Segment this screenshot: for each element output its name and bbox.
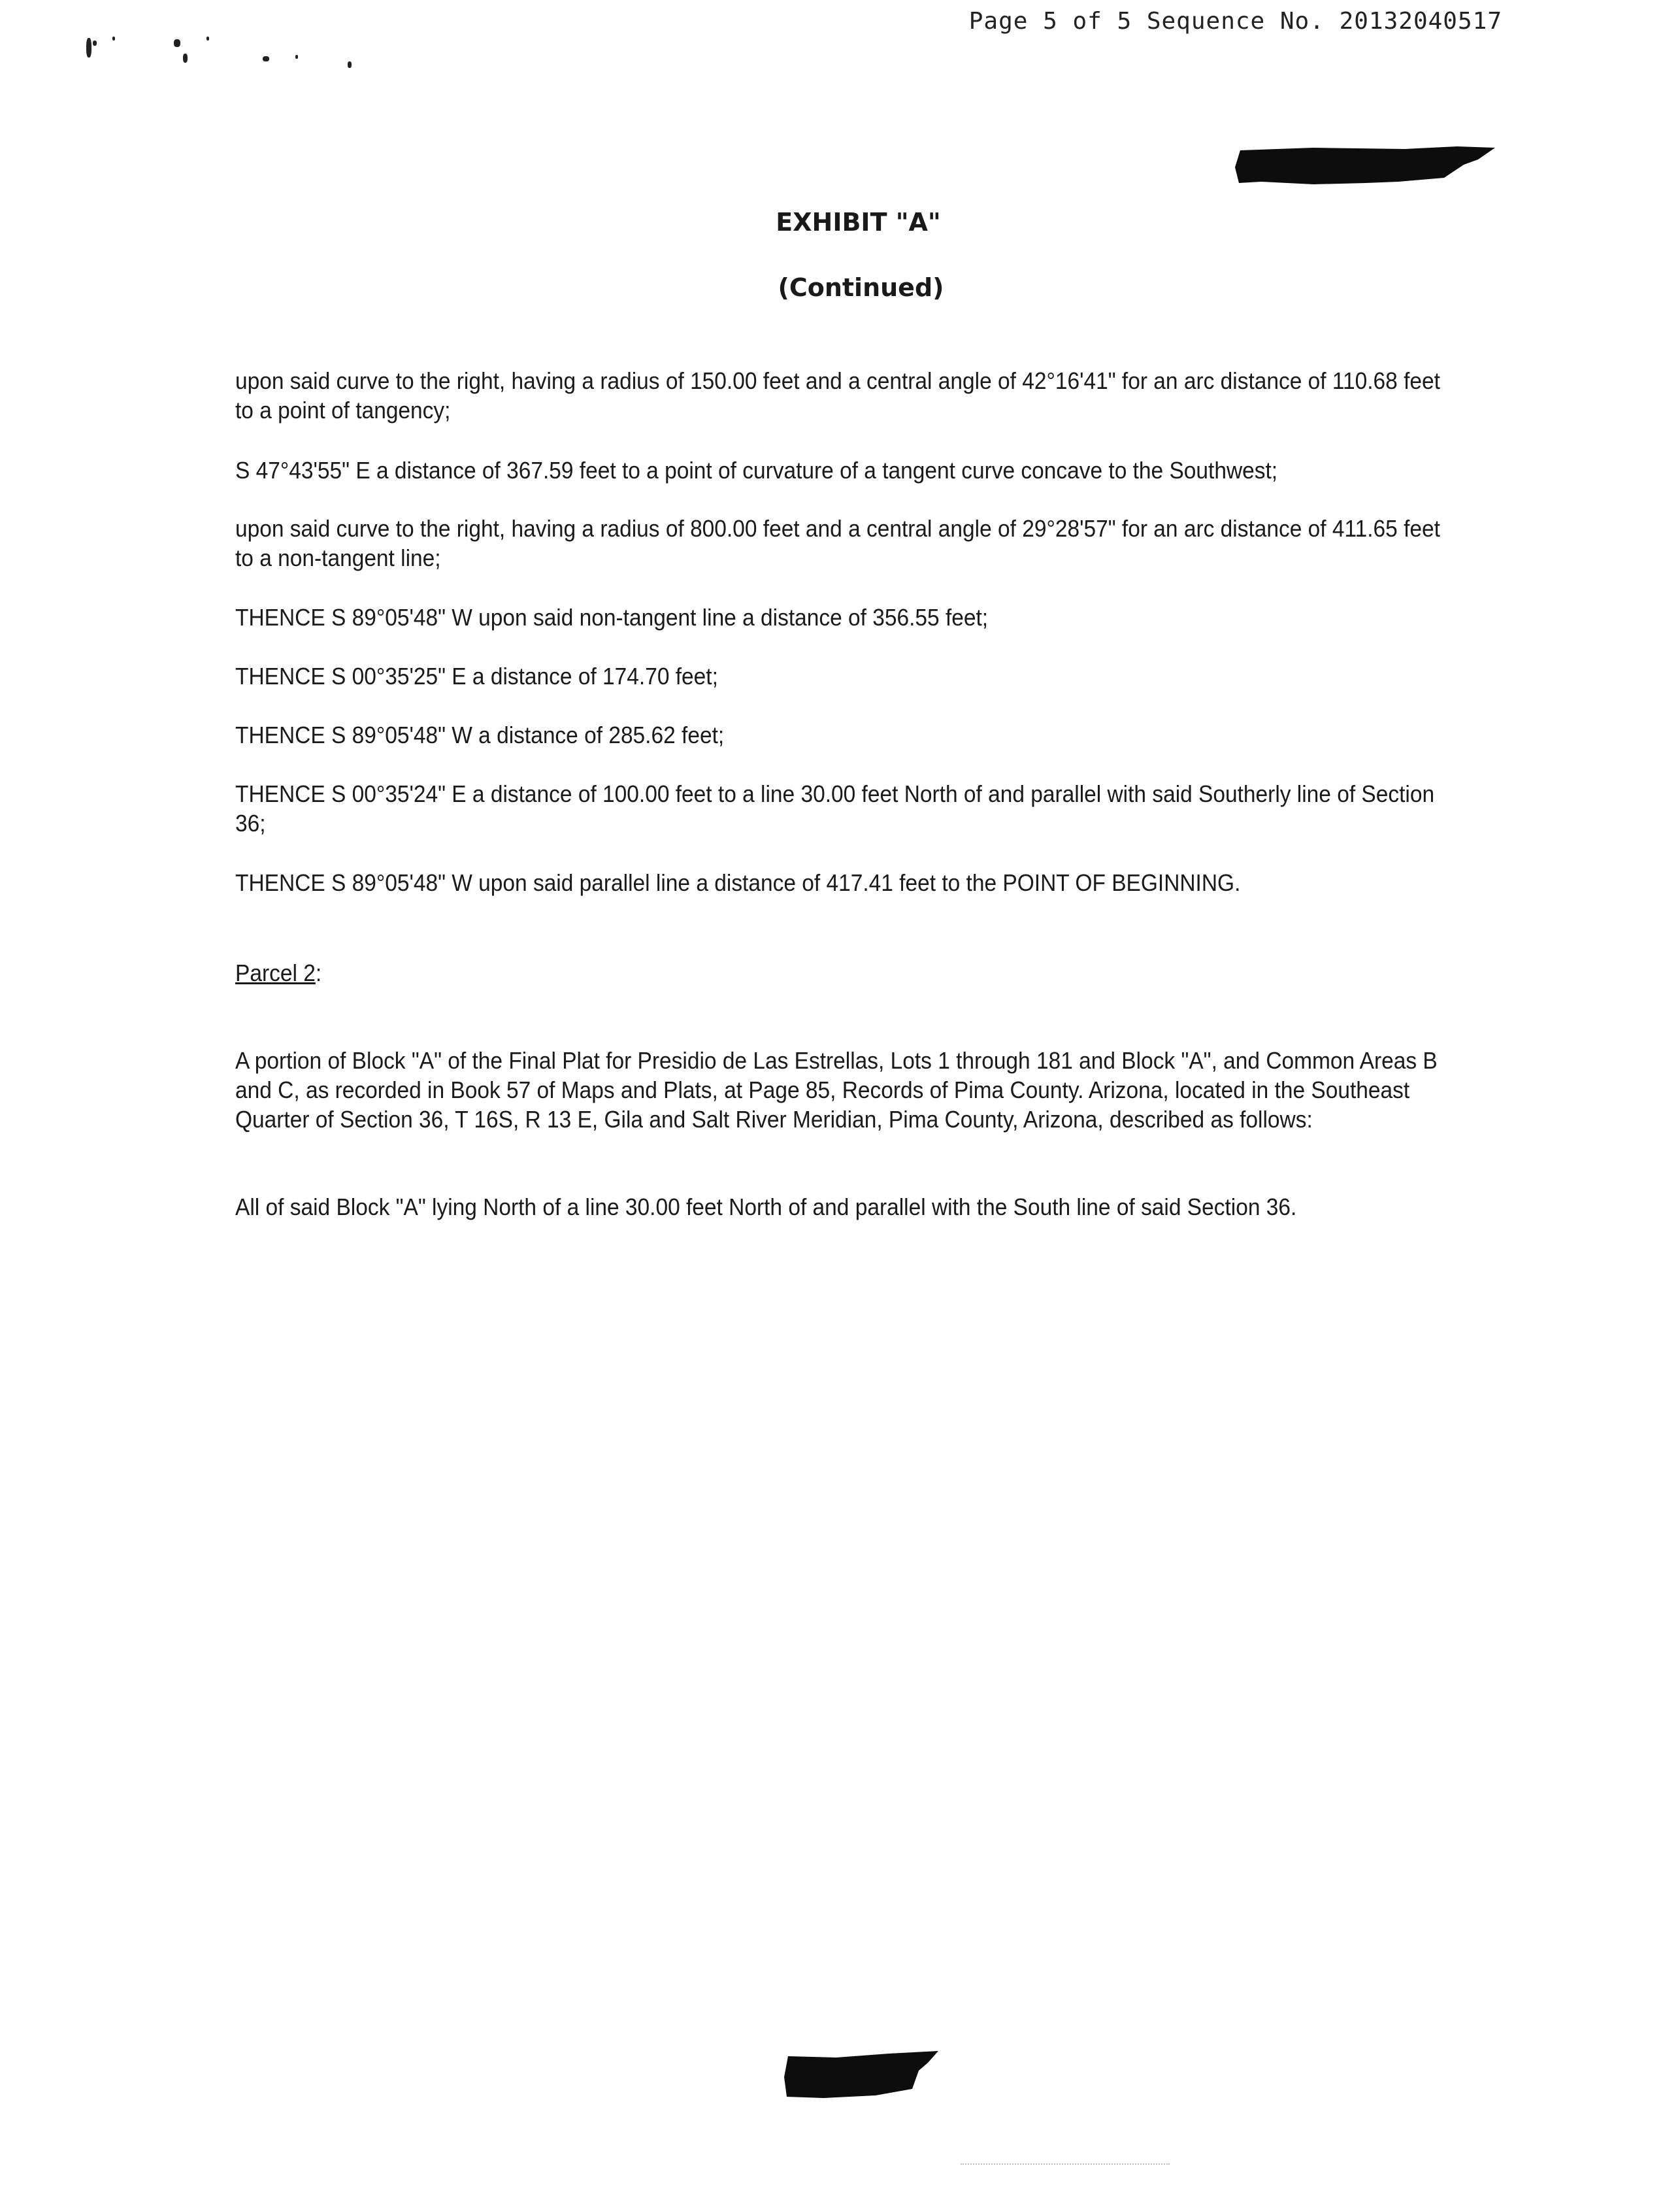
redaction-mark (1235, 145, 1496, 186)
parcel-2-heading (235, 959, 321, 987)
paragraph-thence-1: THENCE S 89°05'48" W upon said non-tangent line a distance of 356.55 feet; (235, 604, 989, 631)
paragraph-thence-4: THENCE S 00°35'24" E a distance of 100.00 feet to a line 30.00 feet North of and parallel with said Southerly line of Section 36; (235, 780, 1435, 837)
parcel-2-closing: All of said Block "A" lying North of a line 30.00 feet North of and parallel with the South line of said Section 36. (235, 1193, 1297, 1220)
footer-faint-marks (961, 2163, 1170, 2169)
paragraph-curve-1: upon said curve to the right, having a radius of 150.00 feet and a central angle of 42°16'41" for an arc distance of 110.68 feet to a point of tangency; (235, 367, 1440, 424)
exhibit-title: EXHIBIT "A" (776, 208, 941, 237)
exhibit-subtitle: (Continued) (778, 273, 944, 302)
paragraph-course-1: S 47°43'55" E a distance of 367.59 feet to a point of curvature of a tangent curve concave to the Southwest; (235, 457, 1278, 484)
paragraph-curve-2: upon said curve to the right, having a radius of 800.00 feet and a central angle of 29°28'57" for an arc distance of 411.65 feet to a non-tangent line; (235, 515, 1440, 571)
page-sequence-header: Page 5 of 5 Sequence No. 20132040517 (968, 8, 1502, 35)
parcel-2-label: Parcel 2 (235, 959, 316, 986)
parcel-2-description: A portion of Block "A" of the Final Plat for Presidio de Las Estrellas, Lots 1 through 181 and Block "A", and Common Areas B and C, as recorded in Book 57 of Maps and Plats, at Page 85, Records of Pima County. Arizona, located in the Southeast Quarter of Section 36, T 16S, R 13 E, Gila and Salt River Meridian, Pima County, Arizona, described as follows: (235, 1047, 1438, 1133)
paragraph-thence-2: THENCE S 00°35'25" E a distance of 174.70 feet; (235, 663, 718, 690)
parcel-2-colon: : (315, 959, 322, 986)
paragraph-thence-3: THENCE S 89°05'48" W a distance of 285.62 feet; (235, 722, 725, 748)
redaction-mark (784, 2051, 938, 2099)
paragraph-thence-5: THENCE S 89°05'48" W upon said parallel line a distance of 417.41 feet to the POINT OF BEGINNING. (235, 869, 1241, 896)
